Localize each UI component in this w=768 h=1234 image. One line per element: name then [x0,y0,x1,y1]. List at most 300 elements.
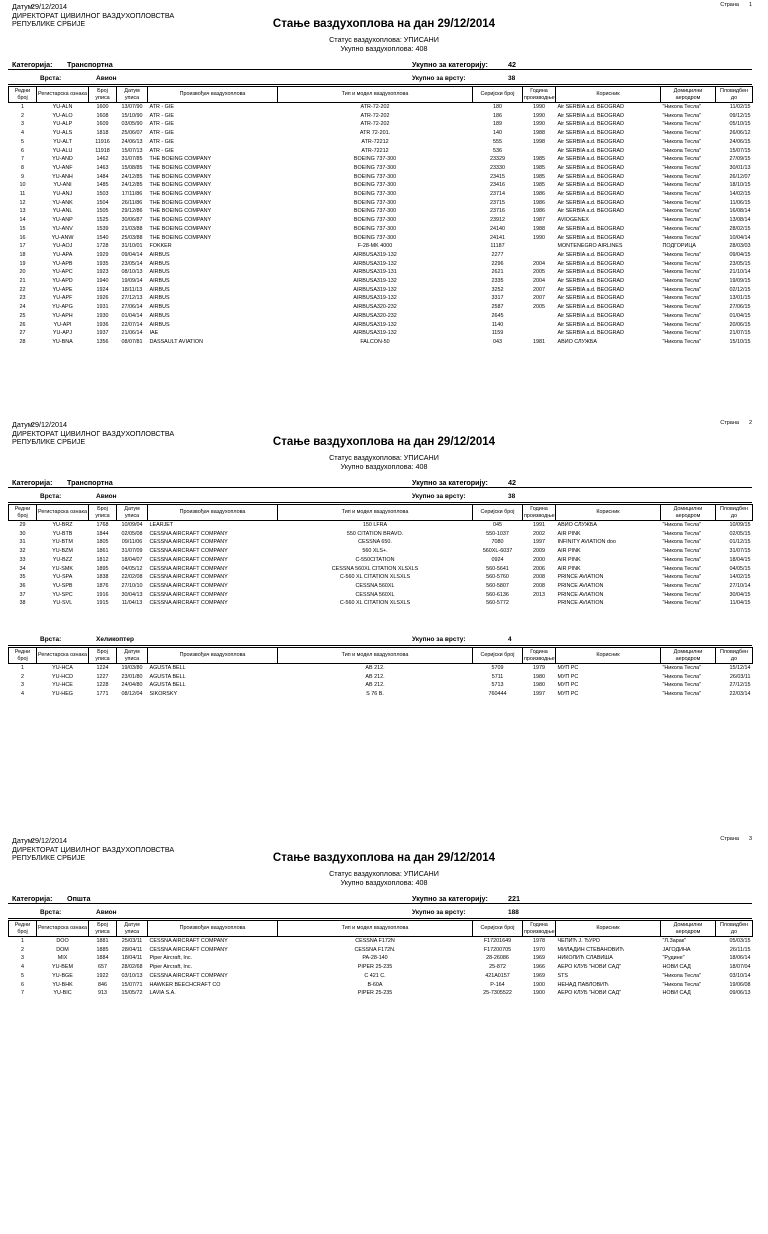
table-row [9,329,753,338]
category-total-label: Укупно за категорију: [412,478,488,487]
table-cell: 043 [493,338,502,345]
table-cell: НОВИ САД [662,990,691,997]
table-cell: 1484 [96,173,109,180]
table-cell: YU-SMK [52,565,73,572]
table-cell: AIRBUSA319-132 [353,295,397,302]
table-cell: ATR-72212 [361,138,389,145]
table-cell: 1228 [96,682,109,689]
table-cell: Air SERBIA a.d. BEOGRAD [557,104,625,110]
table-cell: 9 [21,173,24,180]
table-cell: 1525 [96,217,109,224]
table-cell: AB 212. [365,673,385,680]
table-cell: 4 [21,691,24,698]
table-cell: "Никола Тесла" [662,981,701,988]
table-cell: Air SERBIA a.d. BEOGRAD [557,156,625,163]
table-cell: 11918 [95,147,110,154]
table-cell: BOEING 737-300 [353,199,397,206]
table-cell: 1462 [96,156,109,163]
table-cell: AVIOGENEX [557,217,589,224]
table-cell: 2 [21,946,24,953]
table-cell: 25/06/07 [121,130,143,137]
table-cell: 23/05/15 [729,260,751,267]
table-cell: HAWKER BEECHCRAFT CO [149,981,221,988]
report-title: Стање ваздухоплова на дан 29/12/2014 [272,436,496,448]
table-cell: 20 [19,269,26,276]
column-header: Произвођач ваздухоплова [148,921,278,937]
table-cell: 8 [21,164,24,171]
category-total-label: Укупно за категорију: [412,894,488,903]
table-cell: "Никола Тесла" [662,338,701,345]
table-cell: 6 [21,981,24,988]
table-cell: 29/12/86 [121,208,143,215]
status-line: Статус ваздухоплова: УПИСАНИ [329,869,439,878]
table-cell: 05/10/15 [729,121,751,128]
table-cell: YU-ALT [53,138,72,145]
table-cell: 19 [19,260,26,267]
column-header: Регистарска ознака [37,87,89,103]
table-cell: 2005 [533,269,545,276]
table-row [9,681,753,690]
table-cell: Air SERBIA a.d. BEOGRAD [557,251,625,258]
page-number [720,420,752,426]
table-cell: 15/12/14 [729,665,751,671]
status-line: Статус ваздухоплова: УПИСАНИ [329,35,439,44]
table-cell: 1969 [533,955,545,962]
table-cell: 150 LFRA [362,522,388,528]
category-label: Категорија: [12,478,53,487]
table-cell: 1805 [96,539,109,546]
table-cell: 26/11/15 [729,946,751,953]
table-cell: 13 [19,208,26,215]
table-cell: 25/03/11 [121,938,143,944]
table-cell: YU-HCA [52,665,73,671]
table-cell: BOEING 737-300 [353,234,397,241]
table-cell: 27/10/14 [729,582,751,589]
table-cell: 2002 [533,530,545,537]
table-cell: B-60A [367,981,383,988]
table-cell: THE BOEING COMPANY [149,164,212,171]
table-cell: AIRBUS [149,295,170,302]
table-cell: АВИО СЛУЖБА [557,338,597,345]
date-label: Датум: [12,2,35,11]
table-cell: YU-ANJ [52,191,73,198]
table-cell: 1985 [533,173,545,180]
table-cell: "Никола Тесла" [662,522,701,528]
table-cell: 1924 [96,286,109,293]
table-cell: Air SERBIA a.d. BEOGRAD [557,269,625,276]
table-cell: 1997 [533,539,545,546]
table-cell: 1926 [96,295,109,302]
table-cell: 1980 [533,682,545,689]
divider [8,487,752,488]
table-cell: 555 [493,138,502,145]
table-cell: LEARJET [149,522,174,528]
table-cell: F-28-MK 4000 [357,243,393,250]
table-cell: 1224 [96,665,109,671]
table-cell: 1884 [96,955,109,962]
table-cell: SIKORSKY [149,691,178,698]
column-header: Датум уписа [117,87,148,103]
table-cell: YU-SPC [52,591,73,598]
table-cell: 1987 [533,217,545,224]
table-cell: 28/02/68 [121,964,143,971]
column-header: Регистарска ознака [37,648,89,664]
table-cell: AIR PINK [557,556,581,563]
total-line: Укупно ваздухоплова: 408 [340,877,428,887]
table-cell: 24/06/13 [121,138,143,145]
table-cell: 1818 [96,130,109,137]
table-cell: YU-HCD [52,673,73,680]
table-cell: 22/02/08 [121,574,143,581]
table-cell: YU-ANI [53,182,72,189]
table-cell: 01/04/15 [729,312,751,319]
table-cell: 2 [21,112,24,119]
table-cell: 3317 [491,295,504,302]
table-cell: 1979 [533,665,545,671]
table-cell: 15/07/13 [121,147,143,154]
table-cell: 31/07/09 [121,548,143,555]
table-cell: Air SERBIA a.d. BEOGRAD [557,199,625,206]
table-cell: DOM [56,946,69,953]
table-cell: "Никола Тесла" [662,539,701,546]
table-cell: THE BOEING COMPANY [149,156,212,163]
table-cell: 3252 [491,286,504,293]
table-cell: 04/05/12 [121,565,143,572]
category-row [12,894,752,903]
table-cell: 11/02/15 [729,104,751,110]
table-cell: 1900 [533,990,545,997]
table-cell: YU-APC [52,269,73,276]
org-line-1: ДИРЕКТОРАТ ЦИВИЛНОГ ВАЗДУХОПЛОВСТВА [12,845,175,854]
table-cell: 30/04/15 [729,591,751,598]
table-cell: CESSNA AIRCRAFT COMPANY [149,972,228,979]
table-cell: YU-ALP [52,121,73,128]
table-cell: 1940 [96,278,109,285]
table-cell: 26/06/12 [729,130,751,137]
table-cell: AIRBUS [149,260,170,267]
table-cell: AIRBUSA319-132 [353,321,397,328]
table-cell: 25-7305522 [483,990,512,997]
table-cell: 6 [21,147,24,154]
table-cell: 7 [21,990,24,997]
table-cell: "Никола Тесла" [662,260,701,267]
table-cell: 1861 [96,548,109,555]
table-row [9,530,753,539]
kind-total-label: Укупно за врсту: [412,636,466,643]
table-cell: 1988 [533,225,545,232]
table-cell: "Никола Тесла" [662,251,701,258]
table-cell: 1985 [533,156,545,163]
table-cell: ATR - GIE [149,147,174,154]
column-header: Редни број [9,87,37,103]
table-header-row [9,87,753,103]
table-cell: 550-1037 [486,530,509,537]
table-cell: THE BOEING COMPANY [149,234,212,241]
table-cell: "Никола Тесла" [662,556,701,563]
column-header: Домицилни аеродром [661,505,716,521]
table-cell: 1966 [533,964,545,971]
table-cell [523,242,556,251]
column-header: Регистарска ознака [37,505,89,521]
table-cell: DOO [56,938,69,944]
column-header: Пловидбен до [716,921,753,937]
table-cell [523,329,556,338]
table-cell: YU-AND [52,156,73,163]
table-cell: ATR - GIE [149,138,174,145]
column-header: Домицилни аеродром [661,921,716,937]
table-cell: "Никола Тесла" [662,312,701,319]
date-label: Датум: [12,420,35,429]
table-header-row [9,921,753,937]
table-cell: Air SERBIA a.d. BEOGRAD [557,278,625,285]
report-title: Стање ваздухоплова на дан 29/12/2014 [272,852,496,864]
table-cell: 1985 [533,182,545,189]
total-line: Укупно ваздухоплова: 408 [340,43,428,53]
table-cell: YU-AOJ [52,243,73,250]
table-cell: BOEING 737-300 [353,173,397,180]
table-cell: АВИО СЛУЖБА [557,522,597,528]
table-row [9,582,753,591]
table-cell: 10/04/14 [729,234,751,241]
table-row [9,155,753,164]
table-cell: 09/12/15 [729,112,751,119]
table-cell: 30/06/87 [121,217,143,224]
table-cell [523,251,556,260]
table-cell: 140 [493,130,502,137]
aircraft-table [8,647,753,699]
divider [8,84,752,85]
table-cell: 1504 [96,199,109,206]
table-cell: CESSNA AIRCRAFT COMPANY [149,582,228,589]
table-cell: 1768 [96,522,109,528]
table-cell: 37 [19,591,26,598]
aircraft-table [8,920,753,998]
table-cell: F17200705 [483,946,512,953]
table-cell: 29 [19,522,26,528]
date-value: 29/12/2014 [31,420,67,429]
table-cell: YU-APG [52,304,73,311]
table-cell: ATR-72-202 [360,121,390,128]
table-cell: "Никола Тесла" [662,130,701,137]
table-row [9,103,753,112]
table-cell: BOEING 737-300 [353,164,397,171]
column-header: Серијски број [473,87,523,103]
table-cell: THE BOEING COMPANY [149,208,212,215]
table-cell: Air SERBIA a.d. BEOGRAD [557,130,625,137]
table-row [9,538,753,547]
table-cell: DASSAULT AVIATION [149,338,204,345]
table-cell: 1990 [533,112,545,119]
table-cell: МУП РС [557,682,579,689]
table-cell: AIRBUS [149,278,170,285]
column-header: Домицилни аеродром [661,87,716,103]
table-cell: "Никола Тесла" [662,199,701,206]
table-cell: YU-ALU [52,147,73,154]
table-cell: 10 [19,182,26,189]
table-cell [523,147,556,156]
table-cell: "Никола Тесла" [662,104,701,110]
table-cell: 21/06/14 [121,330,143,337]
table-cell: 1 [21,665,24,671]
table-cell: AIRBUS [149,251,170,258]
table-cell: Air SERBIA a.d. BEOGRAD [557,182,625,189]
table-cell: AIRBUS [149,304,170,311]
table-cell: C-550CITATION [355,556,395,563]
table-cell: 2008 [533,574,545,581]
table-cell: МУП РС [557,691,579,698]
table-row [9,981,753,990]
table-cell: MONTENEGRO AIRLINES [557,243,623,250]
column-header: Датум уписа [117,648,148,664]
table-cell: 31/10/01 [121,243,143,250]
table-cell: 35 [19,574,26,581]
column-header: Тип и модел ваздухоплова [278,505,473,521]
table-row [9,234,753,243]
table-cell: 1990 [533,121,545,128]
table-cell: 421A0157 [485,972,510,979]
report-page [0,834,768,1234]
kind-total: 38 [508,493,516,500]
table-cell: 15/05/72 [121,990,143,997]
table-cell: 23716 [490,208,505,215]
table-cell: CESSNA AIRCRAFT COMPANY [149,574,228,581]
table-cell: PA-28-140 [362,955,388,962]
report-date [12,2,67,11]
table-cell: "Никола Тесла" [662,278,701,285]
column-header: Редни број [9,921,37,937]
table-cell: 11/04/13 [121,600,143,607]
table-cell: 18 [19,251,26,258]
table-cell: CESSNA AIRCRAFT COMPANY [149,591,228,598]
table-cell: 01/12/15 [729,539,751,546]
table-cell: 1900 [533,981,545,988]
table-cell: 0924 [491,556,504,563]
org-line-1: ДИРЕКТОРАТ ЦИВИЛНОГ ВАЗДУХОПЛОВСТВА [12,429,175,438]
table-cell: 1998 [533,138,545,145]
table-cell: 15/10/15 [729,338,751,345]
table-cell: 18/07/04 [729,964,751,971]
table-cell: PIPER 25-235 [357,964,393,971]
table-cell: 2008 [533,582,545,589]
table-row [9,199,753,208]
page-label: Страна [720,836,739,842]
table-cell: ЈАГОДИНА [662,946,691,953]
column-header: Датум уписа [117,921,148,937]
table-cell: 15 [19,225,26,232]
table-cell: "Никола Тесла" [662,191,701,198]
table-row [9,946,753,955]
table-cell: 28 [19,338,26,345]
table-cell: 14/02/15 [729,191,751,198]
report-page [0,0,768,400]
divider [8,645,752,646]
table-cell: 16/08/14 [729,208,751,215]
table-cell: 1812 [96,556,109,563]
table-cell: Piper Aircraft, Inc. [149,964,193,971]
table-cell: 11/06/15 [729,199,751,206]
table-cell: 27/10/10 [121,582,143,589]
table-cell: THE BOEING COMPANY [149,225,212,232]
table-row [9,294,753,303]
report-date [12,420,67,429]
category-total-label: Укупно за категорију: [412,60,488,69]
divider [8,903,752,904]
table-cell: YU-BTB [52,530,73,537]
table-cell: INFINITY AVIATION doo [557,539,616,546]
column-header: Корисник [556,648,661,664]
page-num: 2 [748,420,752,426]
table-cell: PRINCE AVIATION [557,600,604,607]
table-cell: 28/03/03 [729,243,751,250]
status-block [0,870,768,887]
table-row [9,251,753,260]
table-cell: YU-HCE [52,682,73,689]
table-cell: 33 [19,556,26,563]
column-header: Редни број [9,505,37,521]
page-number [720,836,752,842]
kind-value: Авион [96,493,117,500]
table-row [9,963,753,972]
table-cell: 15/07/71 [121,981,143,988]
table-cell: ATR - GIE [149,130,174,137]
table-cell: Air SERBIA a.d. BEOGRAD [557,286,625,293]
table-cell: 26/12/07 [729,173,751,180]
table-cell: 1844 [96,530,109,537]
table-cell: FOKKER [149,243,172,250]
column-header: Редни број [9,648,37,664]
table-cell: 1915 [96,600,109,607]
kind-value: Авион [96,75,117,82]
divider [8,918,752,919]
table-cell: 23/01/80 [121,673,143,680]
table-header-row [9,505,753,521]
table-cell: 186 [493,112,502,119]
table-cell: 18/04/07 [121,556,143,563]
table-cell: МИЛАДИН СТЕВАНОВИЋ [557,946,624,953]
table-cell: YU-ALO [52,112,73,119]
table-cell: STS [557,972,568,979]
table-row [9,521,753,530]
table-cell: 18/04/11 [121,955,143,962]
table-cell: AIRBUSA319-132 [353,260,397,267]
table-cell: YU-SPB [52,582,73,589]
table-row [9,591,753,600]
table-cell: 22/07/14 [121,321,143,328]
divider [8,502,752,503]
table-row [9,573,753,582]
category-row [12,60,752,69]
table-cell: "Никола Тесла" [662,330,701,337]
table-cell: YU-ALN [52,104,73,110]
table-cell: 08/10/13 [121,269,143,276]
column-header: Серијски број [473,648,523,664]
table-cell: 17 [19,243,26,250]
table-cell: THE BOEING COMPANY [149,217,212,224]
column-header: Година производње [524,88,555,101]
table-cell: ATR - GIE [149,112,174,119]
table-cell: 31/07/85 [121,156,143,163]
table-cell: 760444 [488,691,507,698]
table-cell: AIRBUSA320-232 [353,312,397,319]
table-row [9,207,753,216]
table-cell: 1922 [96,972,109,979]
table-cell: 1895 [96,565,109,572]
table-cell: 13/07/90 [121,104,143,110]
table-cell: Air SERBIA a.d. BEOGRAD [557,321,625,328]
table-row [9,989,753,998]
table-cell: "Никола Тесла" [662,234,701,241]
table-cell: Air SERBIA a.d. BEOGRAD [557,234,625,241]
